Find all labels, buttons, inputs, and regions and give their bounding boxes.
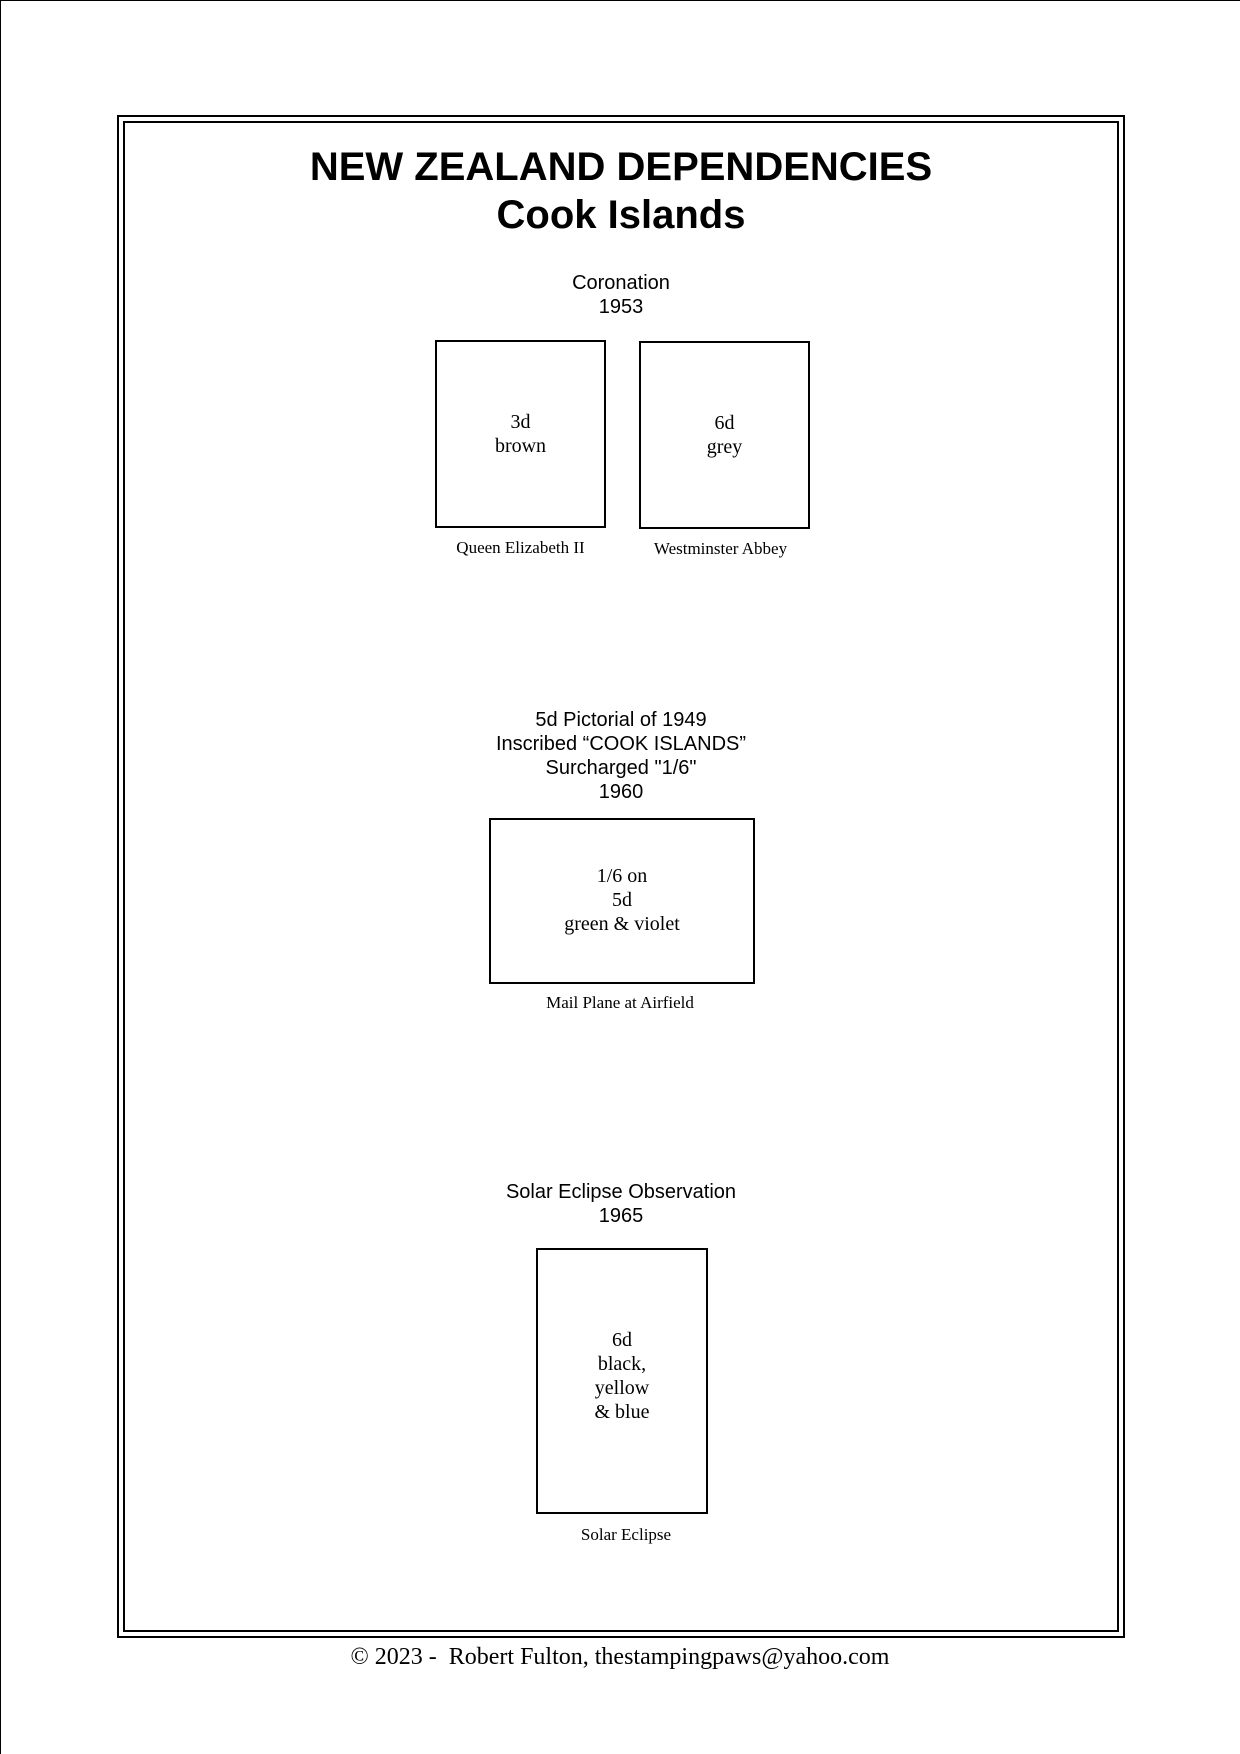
page-subtitle: Cook Islands: [496, 193, 746, 237]
stamp-value: 3d: [510, 411, 531, 433]
stamp-color: green & violet: [564, 913, 680, 935]
section-heading-eclipse: [123, 1180, 1119, 1228]
stamp-space: [435, 340, 606, 528]
stamp-value: 5d: [612, 889, 632, 911]
stamp-color: yellow: [594, 1377, 650, 1399]
stamp-caption: Solar Eclipse: [580, 1525, 672, 1544]
stamp-caption: Queen Elizabeth II: [456, 538, 585, 557]
section-heading-line: 1960: [598, 781, 644, 803]
stamp-space: [639, 341, 810, 529]
section-heading-line: 1953: [598, 296, 644, 318]
section-heading-surcharge: [123, 708, 1119, 804]
stamp-description: [437, 410, 604, 458]
stamp-description: [641, 411, 808, 459]
stamp-description: [538, 1328, 706, 1424]
section-heading-line: 5d Pictorial of 1949: [535, 709, 707, 731]
section-heading-line: Inscribed “COOK ISLANDS”: [495, 733, 747, 755]
stamp-description: [491, 864, 753, 936]
stamp-caption: Mail Plane at Airfield: [546, 993, 694, 1012]
stamp-color: grey: [706, 436, 743, 458]
stamp-color: & blue: [594, 1401, 650, 1423]
stamp-value: 6d: [714, 412, 735, 434]
stamp-space: [536, 1248, 708, 1514]
stamp-space: [489, 818, 755, 984]
stamp-caption: Westminster Abbey: [653, 539, 788, 558]
copyright-footer: © 2023 - Robert Fulton, thestampingpaws@yahoo.com: [350, 1644, 890, 1670]
section-heading-line: Surcharged "1/6": [545, 757, 697, 779]
section-heading-line: Coronation: [572, 272, 670, 294]
page-title: NEW ZEALAND DEPENDENCIES: [309, 145, 933, 189]
stamp-color: black,: [597, 1353, 647, 1375]
section-heading-line: 1965: [598, 1205, 644, 1227]
stamp-value: 6d: [612, 1329, 632, 1351]
stamp-value: 1/6 on: [596, 865, 648, 887]
section-heading-line: Solar Eclipse Observation: [505, 1181, 737, 1203]
section-heading-coronation: [123, 271, 1119, 319]
stamp-color: brown: [494, 435, 547, 457]
